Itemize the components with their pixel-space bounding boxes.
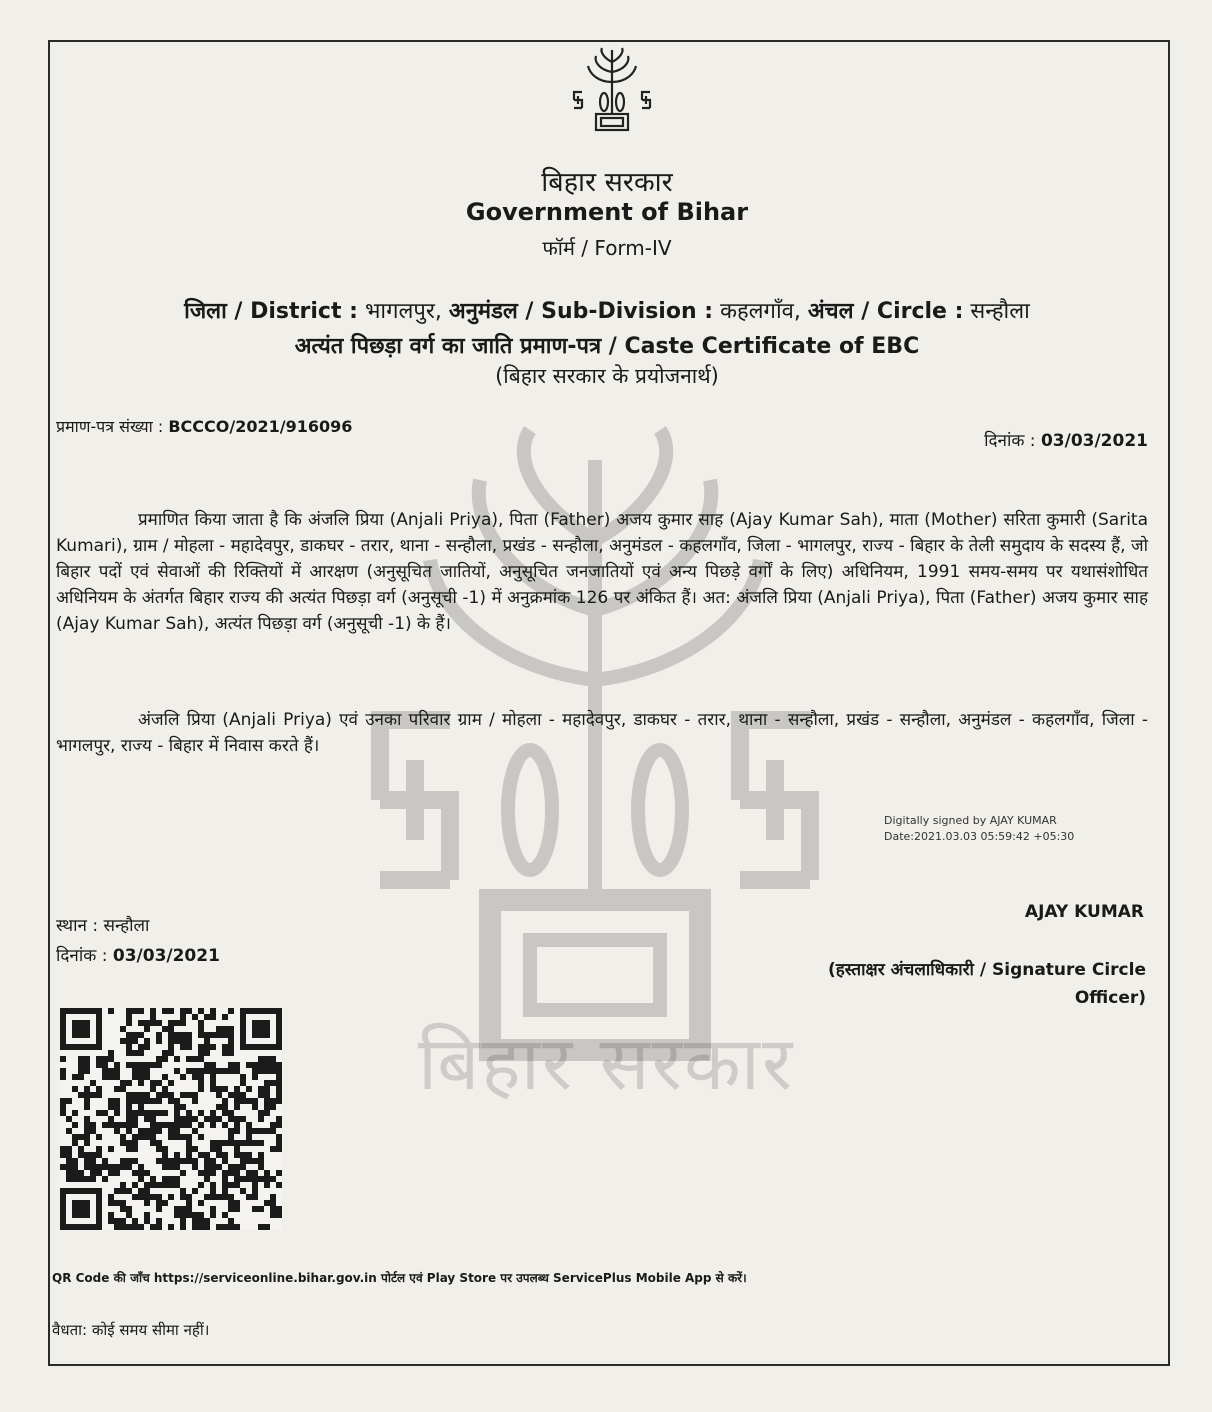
watermark-text: बिहार सरकार xyxy=(418,1021,795,1107)
certificate-number-value: BCCCO/2021/916096 xyxy=(168,417,353,436)
qr-verification-note: QR Code की जाँच https://serviceonline.bihar.gov.in पोर्टल एवं Play Store पर उपलब्ध ServicePlus Mobile App से करें। xyxy=(52,1271,747,1285)
place-label: स्थान : xyxy=(56,916,99,936)
signer-name: AJAY KUMAR xyxy=(1024,902,1144,922)
district-label: जिला / District : xyxy=(184,299,358,324)
certificate-paragraph-1: प्रमाणित किया जाता है कि अंजलि प्रिया (Anjali Priya), पिता (Father) अजय कुमार साह (Ajay Kumar Sah), माता (Mother) सरिता कुमारी (Sarita Kumari), ग्राम / मोहला - महादेवपुर, डाकघर - तरार, थाना - सन्हौला, प्रखंड - सन्हौला, अनुमंडल - कहलगाँव, जिला - भागलपुर, राज्य - बिहार के तेली समुदाय के सदस्य हैं, जो बिहार पदों एवं सेवाओं की रिक्तियों में आरक्षण (अनुसूचित जातियों, अनुसूचित जनजातियों एवं अन्य पिछड़े वर्गों के लिए) अधिनियम, 1991 समय-समय पर यथासंशोधित अधिनियम के अंतर्गत बिहार राज्य की अत्यंत पिछड़ा वर्ग (अनुसूची -1) में अनुक्रमांक 126 पर अंकित हैं। अत: अंजलि प्रिया (Anjali Priya), पिता (Father) अजय कुमार साह (Ajay Kumar Sah), अत्यंत पिछड़ा वर्ग (अनुसूची -1) के हैं। xyxy=(56,510,1148,634)
location-line xyxy=(48,295,1166,325)
certificate-number xyxy=(56,415,352,437)
bihar-emblem-icon xyxy=(566,44,658,136)
certificate-title: अत्यंत पिछड़ा वर्ग का जाति प्रमाण-पत्र / Caste Certificate of EBC xyxy=(294,334,920,359)
footer-date xyxy=(56,943,220,966)
government-english-heading: Government of Bihar xyxy=(465,198,749,226)
place-value: सन्हौला xyxy=(103,916,150,936)
subdivision-value: कहलगाँव, xyxy=(720,299,801,324)
circle-label: अंचल / Circle : xyxy=(807,299,964,324)
qr-code-icon xyxy=(60,1008,282,1230)
signer-caption: (हस्ताक्षर अंचलाधिकारी / Signature Circle Officer) xyxy=(828,960,1146,1008)
digital-signature-date: Date:2021.03.03 05:59:42 +05:30 xyxy=(884,830,1075,843)
digital-signature xyxy=(884,813,1074,845)
place xyxy=(56,913,149,936)
certificate-number-label: प्रमाण-पत्र संख्या : xyxy=(56,417,164,436)
subdivision-label: अनुमंडल / Sub-Division : xyxy=(448,299,714,324)
certificate-subtitle: (बिहार सरकार के प्रयोजनार्थ) xyxy=(495,364,719,388)
circle-value: सन्हौला xyxy=(970,299,1030,324)
footer-date-value: 03/03/2021 xyxy=(112,946,220,966)
issue-date-label: दिनांक : xyxy=(984,431,1036,451)
district-value: भागलपुर, xyxy=(364,299,442,324)
footer-date-label: दिनांक : xyxy=(56,946,108,966)
form-number: फॉर्म / Form-IV xyxy=(542,236,672,260)
digital-signature-signer: Digitally signed by AJAY KUMAR xyxy=(884,814,1057,827)
issue-date-value: 03/03/2021 xyxy=(1040,431,1148,451)
certificate-paragraph-2: अंजलि प्रिया (Anjali Priya) एवं उनका परिवार ग्राम / मोहला - महादेवपुर, डाकघर - तरार, थाना - सन्हौला, प्रखंड - सन्हौला, अनुमंडल - कहलगाँव, जिला - भागलपुर, राज्य - बिहार में निवास करते हैं। xyxy=(56,710,1148,756)
validity-note: वैधता: कोई समय सीमा नहीं। xyxy=(52,1321,210,1339)
issue-date xyxy=(984,428,1148,451)
government-hindi-heading: बिहार सरकार xyxy=(541,167,673,198)
